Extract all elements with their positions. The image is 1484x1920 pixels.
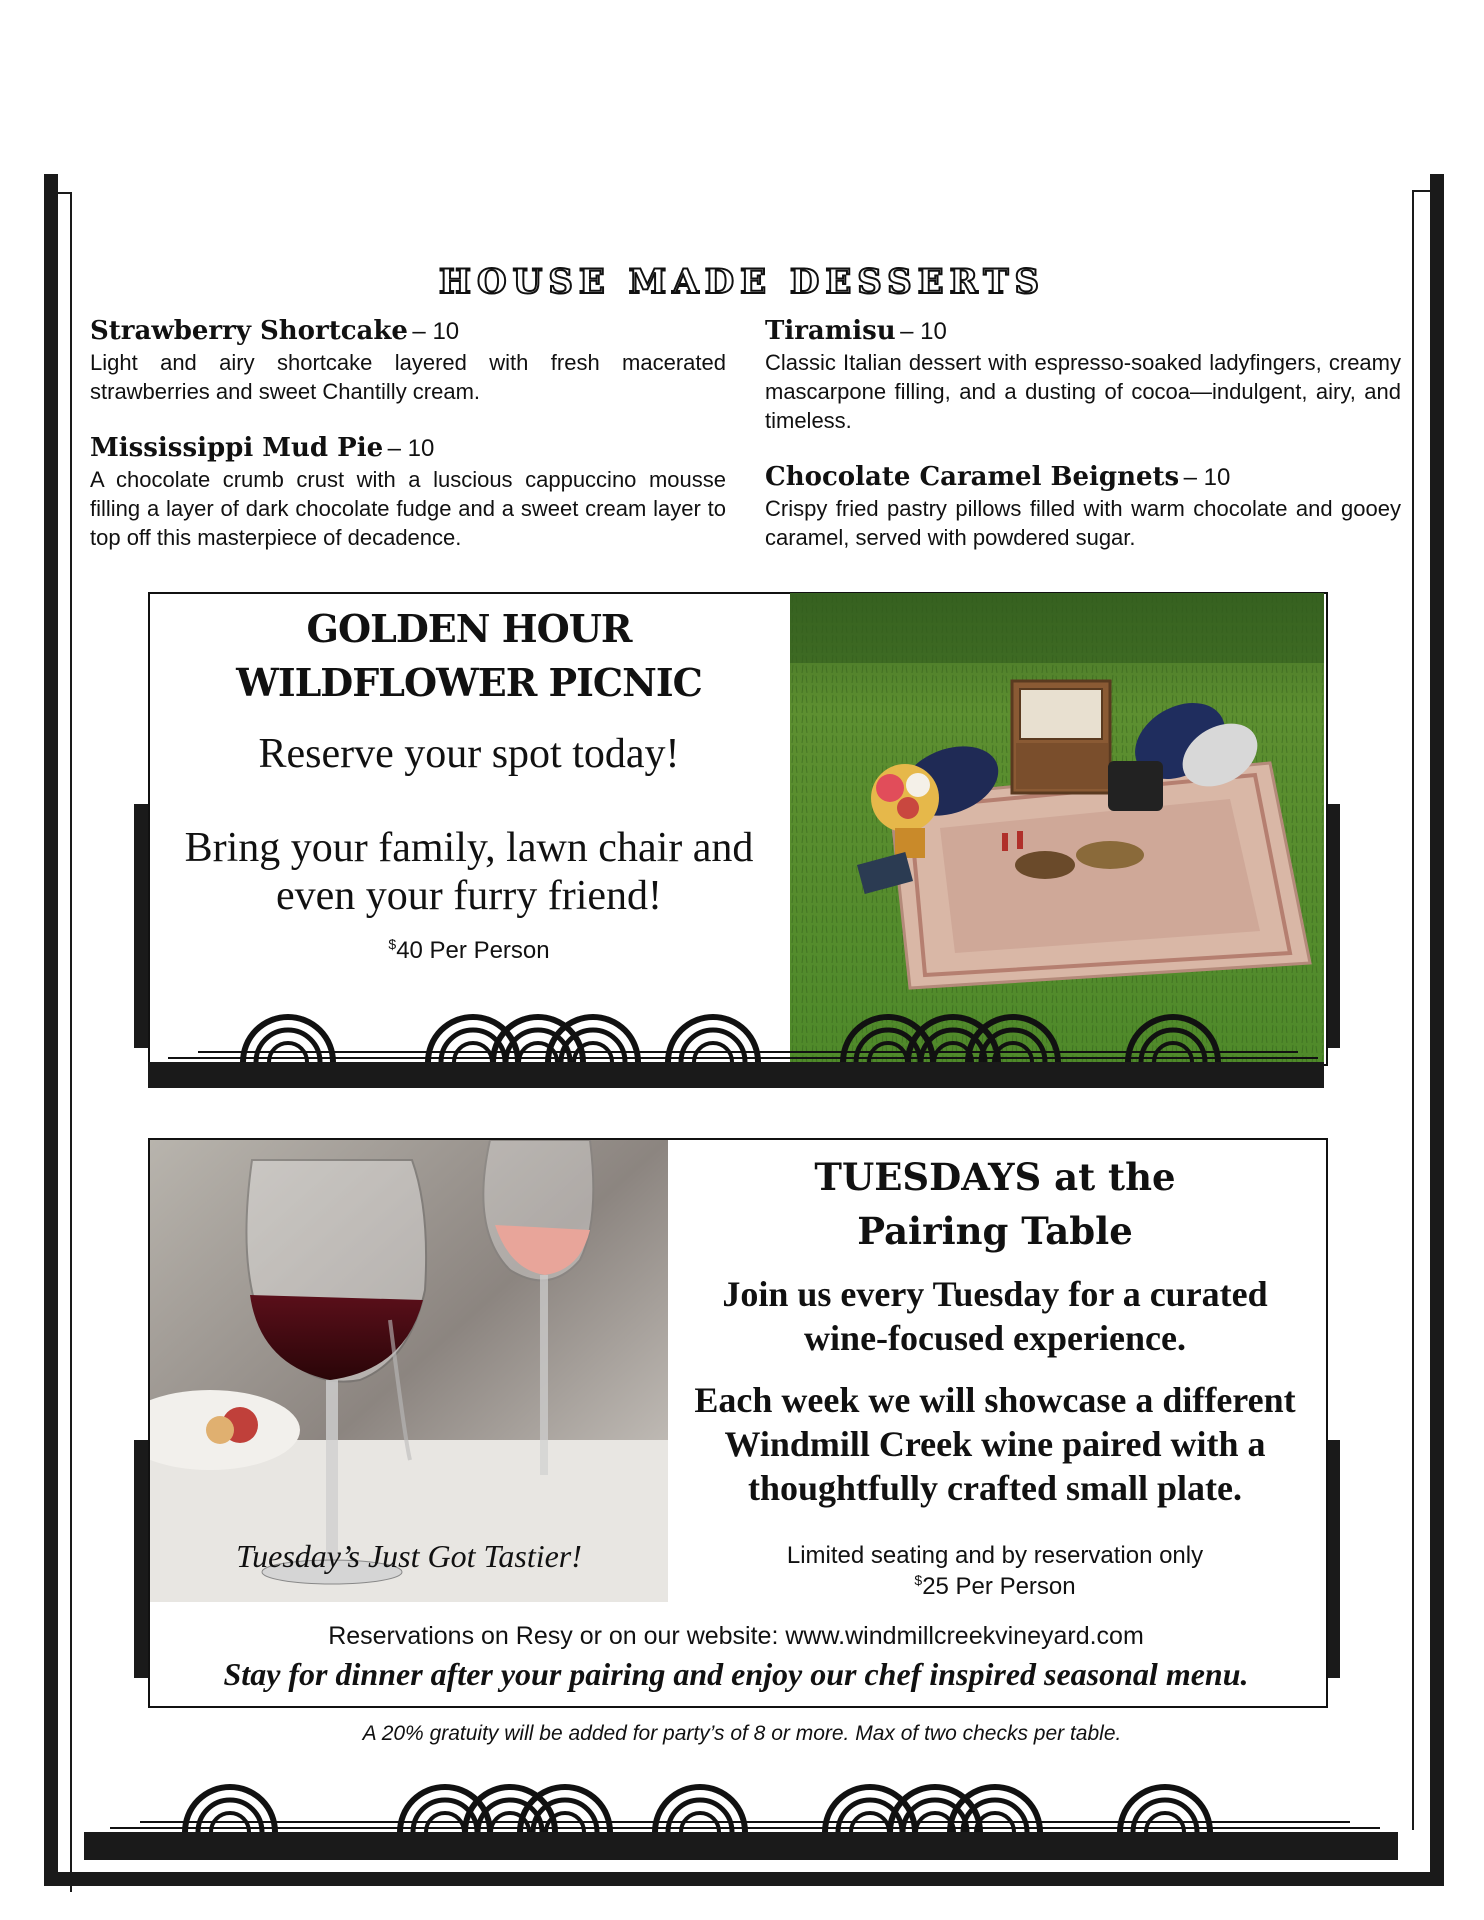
dessert-price: – 10 [387, 435, 435, 462]
price-text: 25 Per Person [922, 1573, 1076, 1600]
frame-left-bar [44, 174, 58, 1886]
dessert-item [765, 316, 1401, 435]
dessert-price: – 10 [412, 318, 460, 345]
tuesday-week-line: thoughtfully crafted small plate. [748, 1468, 1242, 1508]
price-text: 40 Per Person [396, 937, 550, 964]
tuesday-title-line: Pairing Table [857, 1209, 1133, 1253]
wine-photo [150, 1140, 668, 1602]
picnic-bottom-bar [148, 1062, 1324, 1088]
price-currency: $ [914, 1572, 923, 1588]
picnic-title [148, 602, 790, 710]
dessert-name: Chocolate Caramel Beignets [765, 462, 1180, 492]
tuesday-side-bar-left [134, 1440, 148, 1678]
tuesday-week-line: Each week we will showcase a different [694, 1380, 1296, 1420]
dessert-description: Light and airy shortcake layered with fresh macerated strawberries and sweet Chantilly cream. [90, 350, 726, 404]
reservations-text: Reservations on Resy or on our website: www.windmillcreekvineyard.com [328, 1622, 1144, 1650]
picnic-bring-text [148, 824, 790, 920]
stay-for-dinner-text: Stay for dinner after your pairing and enjoy our chef inspired seasonal menu. [223, 1656, 1249, 1692]
frame-right-inner-line [1412, 190, 1414, 1830]
frame-right-inner-tick [1412, 190, 1430, 192]
tuesday-price [668, 1572, 1322, 1601]
dessert-name: Mississippi Mud Pie [90, 433, 384, 463]
gratuity-note: A 20% gratuity will be added for party’s of 8 or more. Max of two checks per table. [362, 1722, 1122, 1745]
picnic-title-line: WILDFLOWER PICNIC [236, 660, 702, 705]
dessert-description: Crispy fried pastry pillows filled with warm chocolate and gooey caramel, served with powdered sugar. [765, 496, 1401, 550]
picnic-bring-line: even your furry friend! [276, 873, 662, 919]
picnic-side-bar-left [134, 804, 148, 1048]
picnic-bring-line: Bring your family, lawn chair and [184, 825, 754, 871]
tuesday-week-text [668, 1378, 1322, 1510]
tuesday-side-bar-right [1326, 1440, 1340, 1678]
dessert-name: Strawberry Shortcake [90, 316, 408, 346]
dessert-description: A chocolate crumb crust with a luscious cappuccino mousse filling a layer of dark chocolate fudge and a sweet cream layer to top off this masterpiece of decadence. [90, 467, 726, 550]
tuesday-join-line: Join us every Tuesday for a curated [722, 1274, 1268, 1314]
wine-photo-caption: Tuesday’s Just Got Tastier! [236, 1538, 582, 1574]
tuesday-join-text [668, 1272, 1322, 1360]
tuesday-title-line: TUESDAYS at the [814, 1155, 1176, 1199]
dessert-item [765, 462, 1401, 552]
frame-left-inner-line [70, 192, 72, 1892]
section-title: HOUSE MADE DESSERTS [438, 262, 1046, 302]
price-currency: $ [388, 936, 397, 952]
frame-left-inner-tick [58, 192, 72, 194]
dessert-name: Tiramisu [765, 316, 896, 346]
deco-arcs-bottom [90, 1772, 1390, 1832]
picnic-photo [790, 593, 1324, 1063]
dessert-price: – 10 [900, 318, 947, 345]
frame-right-bar [1430, 174, 1444, 1886]
dessert-price: – 10 [1183, 464, 1231, 491]
dessert-item [90, 316, 726, 406]
tuesday-week-line: Windmill Creek wine paired with a [724, 1424, 1266, 1464]
tuesday-join-line: wine-focused experience. [804, 1318, 1186, 1358]
picnic-side-bar-right [1326, 804, 1340, 1048]
picnic-reserve-text: Reserve your spot today! [258, 731, 680, 777]
frame-bottom-bar [44, 1872, 1444, 1886]
picnic-title-line: GOLDEN HOUR [306, 606, 632, 651]
deco-arcs-picnic [148, 1000, 1324, 1064]
picnic-price [148, 936, 790, 965]
dessert-item [90, 433, 726, 552]
tuesday-limited-text: Limited seating and by reservation only [786, 1542, 1204, 1569]
tuesday-title [668, 1150, 1322, 1258]
dessert-description: Classic Italian dessert with espresso-soaked ladyfingers, creamy mascarpone filling, and a dusting of cocoa—indulgent, airy, and timeless. [765, 350, 1401, 433]
bottom-deco-bar [84, 1832, 1398, 1860]
